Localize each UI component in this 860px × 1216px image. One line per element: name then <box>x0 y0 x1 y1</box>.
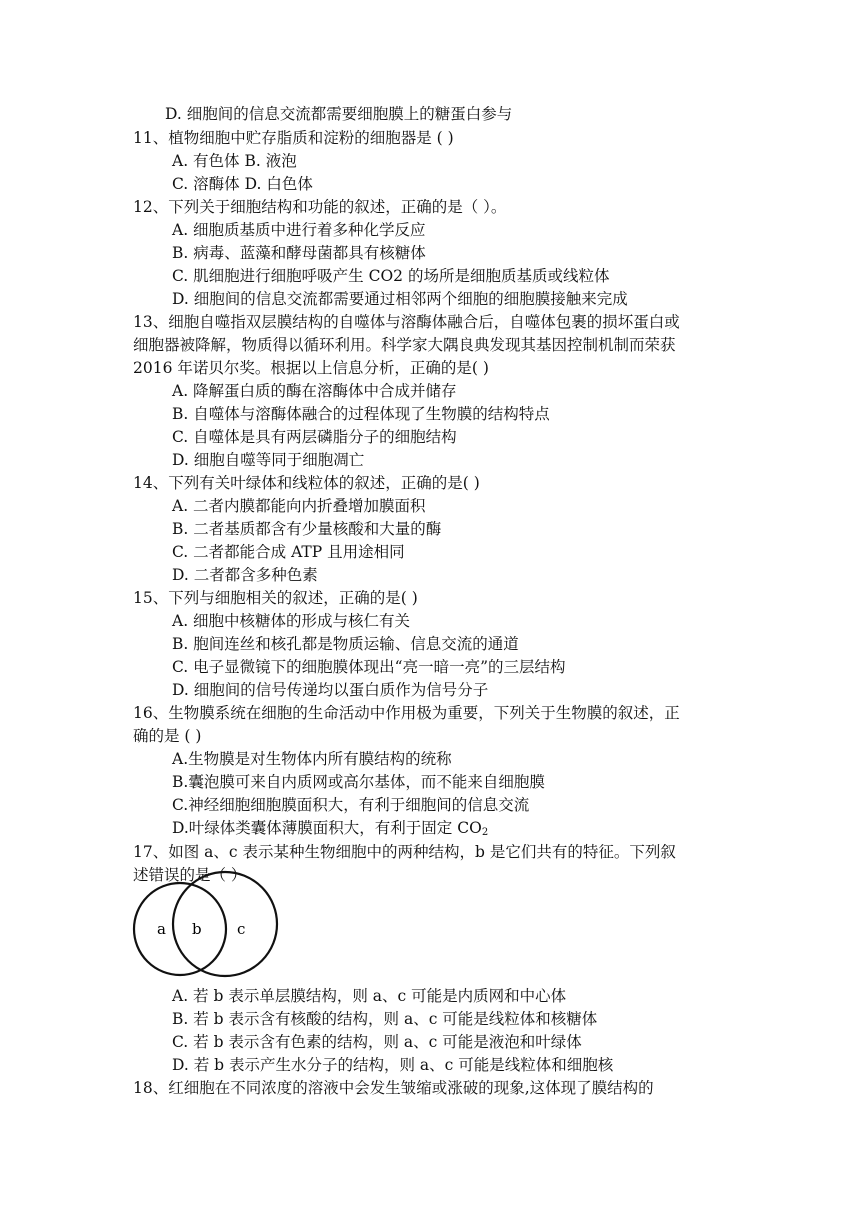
q12-option-a: A. 细胞质基质中进行着多种化学反应 <box>172 221 426 239</box>
q13-option-b: B. 自噬体与溶酶体融合的过程体现了生物膜的结构特点 <box>172 405 550 423</box>
q11-stem: 11、植物细胞中贮存脂质和淀粉的细胞器是 ( ) <box>133 129 454 147</box>
q14-option-d: D. 二者都含多种色素 <box>172 566 318 584</box>
q13-stem-line1: 13、细胞自噬指双层膜结构的自噬体与溶酶体融合后，自噬体包裹的损坏蛋白或 <box>133 313 680 331</box>
q13-option-c: C. 自噬体是具有两层磷脂分子的细胞结构 <box>172 428 457 446</box>
q12-option-d: D. 细胞间的信息交流都需要通过相邻两个细胞的细胞膜接触来完成 <box>172 290 628 308</box>
q18-stem: 18、红细胞在不同浓度的溶液中会发生皱缩或涨破的现象,这体现了膜结构的 <box>133 1079 654 1097</box>
q15-stem: 15、下列与细胞相关的叙述，正确的是( ) <box>133 589 418 607</box>
q13-option-d: D. 细胞自噬等同于细胞凋亡 <box>172 451 365 469</box>
q14-stem: 14、下列有关叶绿体和线粒体的叙述，正确的是( ) <box>133 474 480 492</box>
q13-stem-line3: 2016 年诺贝尔奖。根据以上信息分析，正确的是( ) <box>133 359 489 377</box>
q12-option-c: C. 肌细胞进行细胞呼吸产生 CO2 的场所是细胞质基质或线粒体 <box>172 267 610 285</box>
q11-options-ab: A. 有色体 B. 液泡 <box>172 152 297 170</box>
q16-option-d-text: D.叶绿体类囊体薄膜面积大，有利于固定 CO <box>172 819 482 837</box>
q16-option-a: A.生物膜是对生物体内所有膜结构的统称 <box>172 750 452 768</box>
q15-option-d: D. 细胞间的信号传递均以蛋白质作为信号分子 <box>172 681 489 699</box>
q12-stem: 12、下列关于细胞结构和功能的叙述，正确的是（ ）。 <box>133 198 507 216</box>
q17-stem-line1: 17、如图 a、c 表示某种生物细胞中的两种结构，b 是它们共有的特征。下列叙 <box>133 843 676 861</box>
venn-label-c: c <box>237 920 246 938</box>
q15-option-b: B. 胞间连丝和核孔都是物质运输、信息交流的通道 <box>172 635 519 653</box>
q11-options-cd: C. 溶酶体 D. 白色体 <box>172 175 313 193</box>
q17-option-c: C. 若 b 表示含有色素的结构，则 a、c 可能是液泡和叶绿体 <box>172 1033 582 1051</box>
q17-option-a: A. 若 b 表示单层膜结构，则 a、c 可能是内质网和中心体 <box>172 987 567 1005</box>
venn-diagram <box>130 868 282 980</box>
q13-option-a: A. 降解蛋白质的酶在溶酶体中合成并储存 <box>172 382 457 400</box>
co2-subscript: 2 <box>481 827 489 838</box>
q16-option-b: B.囊泡膜可来自内质网或高尔基体，而不能来自细胞膜 <box>172 773 545 791</box>
q17-option-d: D. 若 b 表示产生水分子的结构，则 a、c 可能是线粒体和细胞核 <box>172 1056 614 1074</box>
q13-stem-line2: 细胞器被降解，物质得以循环利用。科学家大隅良典发现其基因控制机制而荣获 <box>133 336 676 354</box>
q17-option-b: B. 若 b 表示含有核酸的结构，则 a、c 可能是线粒体和核糖体 <box>172 1010 598 1028</box>
q10-option-d: D. 细胞间的信息交流都需要细胞膜上的糖蛋白参与 <box>165 105 513 123</box>
q16-stem-line2: 确的是 ( ) <box>133 727 202 745</box>
venn-label-b: b <box>192 920 202 938</box>
q16-stem-line1: 16、生物膜系统在细胞的生命活动中作用极为重要，下列关于生物膜的叙述，正 <box>133 704 680 722</box>
q16-option-d <box>172 817 488 839</box>
q16-option-c: C.神经细胞细胞膜面积大，有利于细胞间的信息交流 <box>172 796 530 814</box>
q14-option-a: A. 二者内膜都能向内折叠增加膜面积 <box>172 497 426 515</box>
q15-option-a: A. 细胞中核糖体的形成与核仁有关 <box>172 612 411 630</box>
q14-option-b: B. 二者基质都含有少量核酸和大量的酶 <box>172 520 442 538</box>
q15-option-c: C. 电子显微镜下的细胞膜体现出“亮一暗一亮”的三层结构 <box>172 658 566 676</box>
q17-stem-line2: 述错误的是（ ） <box>133 866 247 884</box>
q12-option-b: B. 病毒、蓝藻和酵母菌都具有核糖体 <box>172 244 426 262</box>
q14-option-c: C. 二者都能合成 ATP 且用途相同 <box>172 543 405 561</box>
venn-label-a: a <box>157 920 166 938</box>
